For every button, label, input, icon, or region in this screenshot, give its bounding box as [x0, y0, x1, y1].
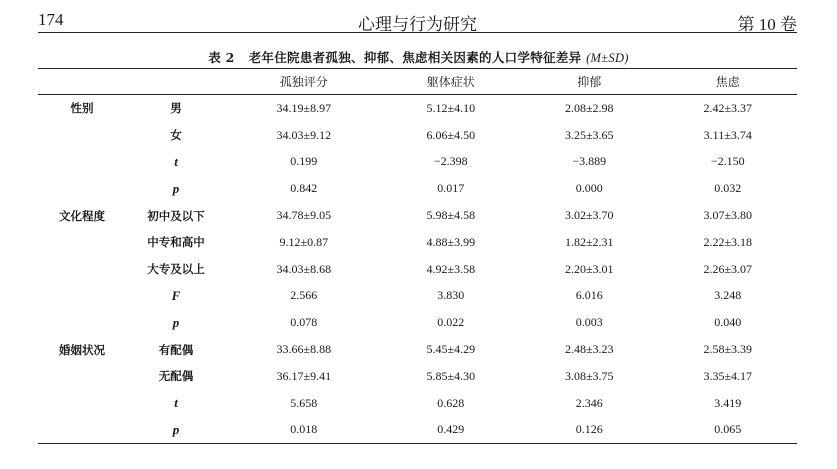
table-cell: 2.26±3.07 [703, 261, 753, 276]
column-header [126, 69, 226, 95]
table-cell: 4.92±3.58 [426, 261, 476, 276]
table-cell: 33.66±8.88 [276, 342, 332, 357]
row-category-label: 有配偶 [158, 342, 194, 357]
table-cell: 3.07±3.80 [703, 208, 753, 223]
table-row [38, 122, 797, 149]
table-cell: 2.48±3.23 [564, 342, 614, 357]
table-cell: −3.889 [572, 154, 607, 169]
table-row [38, 202, 797, 229]
table-cell: 0.078 [290, 315, 318, 330]
row-category-label: 男 [170, 101, 182, 116]
data-table [38, 68, 797, 444]
table-cell: 3.11±3.74 [703, 127, 752, 142]
table-cell: 0.429 [437, 422, 465, 437]
row-group-label [38, 417, 126, 444]
table-row [38, 256, 797, 283]
table-caption-text: 老年住院患者孤独、抑郁、焦虑相关因素的人口学特征差异 [248, 50, 582, 65]
row-group-label [38, 122, 126, 149]
table-cell: 3.02±3.70 [564, 208, 614, 223]
table-row [38, 95, 797, 122]
row-group-label [38, 309, 126, 336]
table-cell: −2.150 [710, 154, 745, 169]
table-cell: 0.018 [290, 422, 318, 437]
row-category-label: 大专及以上 [147, 262, 205, 277]
column-header: 焦虑 [715, 75, 740, 89]
table-cell: 0.065 [714, 422, 742, 437]
table-cell: 0.022 [437, 315, 465, 330]
table-caption [0, 48, 837, 66]
row-statistic-label: p [172, 314, 180, 330]
row-statistic-label: t [174, 153, 178, 169]
table-cell: 5.12±4.10 [426, 100, 476, 115]
table-cell: 5.658 [290, 395, 318, 410]
table-cell: 6.06±4.50 [426, 127, 476, 142]
table-caption-label: 表 2 [208, 50, 235, 65]
row-group-label [38, 363, 126, 390]
running-header [38, 6, 797, 34]
column-header: 孤独评分 [279, 75, 328, 89]
table-cell: 3.830 [437, 288, 465, 303]
table-cell: 34.03±8.68 [276, 261, 332, 276]
table-row [38, 309, 797, 336]
table-row [38, 175, 797, 202]
table-cell: 2.20±3.01 [564, 261, 614, 276]
table-cell: 3.248 [714, 288, 742, 303]
row-group-label [38, 175, 126, 202]
journal-title: 心理与行为研究 [358, 15, 477, 35]
table-cell: 0.032 [714, 181, 742, 196]
table-cell: 2.566 [290, 288, 318, 303]
table-cell: 0.040 [714, 315, 742, 330]
table-row [38, 417, 797, 444]
row-statistic-label: p [172, 421, 180, 437]
table-row [38, 283, 797, 310]
table-cell: 0.842 [290, 181, 318, 196]
table-container [38, 68, 797, 444]
table-cell: 34.19±8.97 [276, 100, 332, 115]
row-statistic-label: t [174, 395, 178, 411]
row-category-label: 无配偶 [158, 369, 194, 384]
row-group-label: 婚姻状况 [59, 342, 105, 357]
table-cell: 3.35±4.17 [703, 368, 753, 383]
page-number: 174 [38, 10, 64, 29]
table-cell: 5.45±4.29 [426, 342, 476, 357]
table-cell: −2.398 [433, 154, 468, 169]
row-group-label [38, 390, 126, 417]
table-cell: 2.22±3.18 [703, 234, 753, 249]
row-statistic-label: F [171, 287, 181, 303]
table-cell: 34.03±9.12 [276, 127, 332, 142]
table-row [38, 390, 797, 417]
table-cell: 5.98±4.58 [426, 208, 476, 223]
table-cell: 3.419 [714, 395, 742, 410]
table-cell: 3.25±3.65 [564, 127, 614, 142]
table-cell: 5.85±4.30 [426, 368, 476, 383]
table-cell: 0.003 [575, 315, 603, 330]
table-cell: 9.12±0.87 [279, 234, 329, 249]
table-cell: 4.88±3.99 [426, 234, 476, 249]
row-group-label: 性别 [70, 101, 94, 116]
table-row [38, 336, 797, 363]
table-caption-stat: (M±SD) [586, 51, 629, 65]
table-cell: 2.346 [575, 395, 603, 410]
table-body [38, 95, 797, 444]
table-cell: 0.126 [575, 422, 603, 437]
column-header [38, 69, 126, 95]
table-row [38, 149, 797, 176]
table-cell: 0.628 [437, 395, 465, 410]
column-header: 抑郁 [577, 75, 602, 89]
table-cell: 1.82±2.31 [564, 234, 614, 249]
row-group-label [38, 256, 126, 283]
row-category-label: 女 [170, 128, 182, 143]
row-group-label [38, 229, 126, 256]
table-cell: 34.78±9.05 [276, 208, 332, 223]
table-cell: 2.08±2.98 [564, 100, 614, 115]
volume-label: 第 10 卷 [737, 15, 797, 34]
row-statistic-label: p [172, 180, 180, 196]
table-cell: 0.017 [437, 181, 465, 196]
table-cell: 0.000 [575, 181, 603, 196]
row-group-label [38, 283, 126, 310]
table-row [38, 229, 797, 256]
header-rule [38, 32, 797, 33]
table-row [38, 363, 797, 390]
table-cell: 6.016 [575, 288, 603, 303]
table-cell: 3.08±3.75 [564, 368, 614, 383]
table-cell: 36.17±9.41 [276, 368, 332, 383]
table-cell: 0.199 [290, 154, 318, 169]
row-group-label [38, 149, 126, 176]
table-cell: 2.42±3.37 [703, 100, 753, 115]
row-group-label: 文化程度 [59, 208, 105, 223]
table-cell: 2.58±3.39 [703, 342, 753, 357]
row-category-label: 中专和高中 [147, 235, 205, 250]
table-header-row [38, 69, 797, 95]
column-header: 躯体症状 [426, 75, 475, 89]
row-category-label: 初中及以下 [147, 208, 205, 223]
